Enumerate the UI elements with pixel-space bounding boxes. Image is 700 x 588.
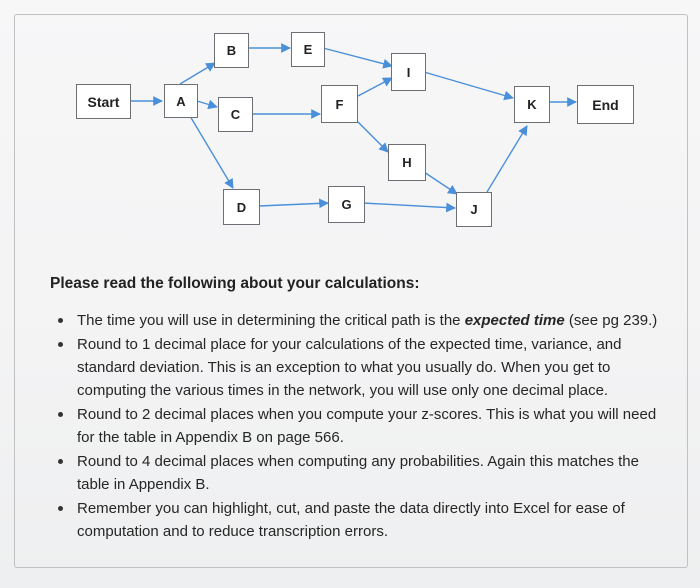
- list-item: [50, 497, 660, 543]
- list-item: [50, 333, 660, 402]
- node-end: End: [577, 85, 634, 124]
- bullet-icon: [58, 342, 63, 347]
- node-b: B: [214, 33, 249, 68]
- note-text: Remember you can highlight, cut, and paste the data directly into Excel for ease of computation and to reduce transcription errors.: [77, 500, 625, 540]
- note-text-tail: (see pg 239.): [564, 312, 658, 329]
- node-start: Start: [76, 84, 131, 119]
- edge-i-k: [424, 72, 513, 98]
- node-c: C: [218, 97, 253, 132]
- list-item: [50, 309, 660, 332]
- note-text: Round to 4 decimal places when computing any probabilities. Again this matches the table in Appendix B.: [77, 453, 639, 493]
- edge-h-j: [424, 172, 457, 194]
- edge-g-j: [363, 203, 455, 208]
- bullet-icon: [58, 412, 63, 417]
- notes-list: [50, 309, 660, 543]
- edge-e-i: [323, 48, 392, 66]
- node-g: G: [328, 186, 365, 223]
- bullet-icon: [58, 459, 63, 464]
- edge-j-k: [487, 126, 527, 192]
- edge-f-h: [356, 120, 388, 152]
- list-item: [50, 403, 660, 449]
- node-f: F: [321, 85, 358, 123]
- edge-a-c: [197, 101, 217, 107]
- note-text: Round to 1 decimal place for your calculations of the expected time, variance, and standard deviation. This is an exception to what you usually do. When you get to computing the various times in the network, you will use only one decimal place.: [77, 336, 622, 399]
- note-text: The time you will use in determining the critical path is the: [77, 312, 465, 329]
- node-k: K: [514, 86, 550, 123]
- network-diagram: [0, 0, 700, 260]
- node-a: A: [164, 84, 198, 118]
- bullet-icon: [58, 506, 63, 511]
- node-i: I: [391, 53, 426, 91]
- node-j: J: [456, 192, 492, 227]
- list-item: [50, 450, 660, 496]
- node-e: E: [291, 32, 325, 67]
- node-h: H: [388, 144, 426, 181]
- note-emphasis: expected time: [464, 312, 565, 329]
- node-d: D: [223, 189, 260, 225]
- edge-a-b: [180, 63, 215, 84]
- edge-f-i: [358, 78, 392, 96]
- note-text: Round to 2 decimal places when you compute your z-scores. This is what you will need for the table in Appendix B on page 566.: [77, 406, 657, 446]
- bullet-icon: [58, 318, 63, 323]
- calculation-notes: [50, 272, 660, 544]
- notes-heading: Please read the following about your calculations:: [50, 275, 420, 292]
- edge-d-g: [259, 203, 328, 206]
